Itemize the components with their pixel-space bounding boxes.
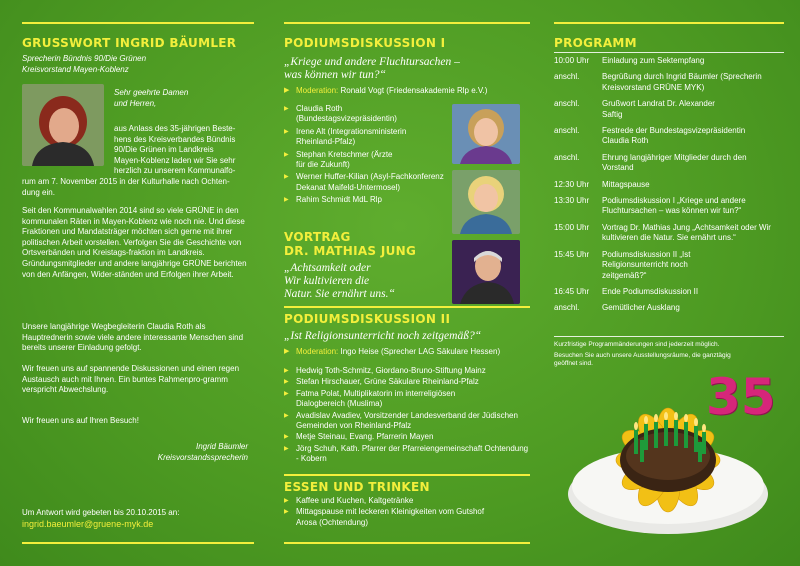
divider-rule xyxy=(284,474,530,476)
schedule-event: Podiumsdiskussion I „Kriege und andere Fluchtursachen – was können wir tun?“ xyxy=(602,196,746,216)
top-rule xyxy=(22,22,254,24)
vortrag-heading-line-2: DR. MATHIAS JUNG xyxy=(284,244,417,258)
sunflower-cake-illustration xyxy=(558,368,788,544)
schedule-event: Ehrung langjähriger Mitglieder durch den Vorstand xyxy=(602,152,747,173)
program-heading: PROGRAMM xyxy=(554,36,637,50)
podium-2-quote: „Ist Religionsunterricht noch zeitgemäß?“ xyxy=(284,330,482,342)
schedule-time: 16:45 Uhr xyxy=(554,286,590,296)
moderation-name: Ronald Vogt (Friedensakademie Rlp e.V.) xyxy=(340,86,488,95)
schedule-row xyxy=(554,250,784,281)
greeting-heading: GRUSSWORT INGRID BÄUMLER xyxy=(22,36,237,50)
paragraph-welcome: Wir freuen uns auf Ihren Besuch! xyxy=(22,416,139,425)
list-item: ▶ Kaffee und Kuchen, Kaltgetränke xyxy=(284,496,504,506)
program-note-1: Kurzfristige Programmänderungen sind jederzeit möglich. xyxy=(554,341,720,348)
podium-1-moderation xyxy=(284,86,487,97)
vortrag-heading-line-1: VORTRAG xyxy=(284,230,351,244)
list-item: ▶ Jörg Schuh, Kath. Pfarrer der Pfarreiengemeinschaft Ochtendung - Kobern xyxy=(284,444,530,465)
divider-rule xyxy=(284,306,530,308)
schedule-time: anschl. xyxy=(554,303,580,313)
salutation-line-1: Sehr geehrte Damen xyxy=(114,88,189,97)
rsvp-email-link[interactable]: ingrid.baeumler@gruene-myk.de xyxy=(22,519,154,529)
schedule-time: 13:30 Uhr xyxy=(554,196,590,206)
salutation-line-2: und Herren, xyxy=(114,99,157,108)
column-greeting xyxy=(0,0,262,566)
food-heading: ESSEN UND TRINKEN xyxy=(284,480,430,494)
column-schedule xyxy=(538,0,800,566)
schedule-time: 10:00 Uhr xyxy=(554,56,590,65)
schedule-time: 15:45 Uhr xyxy=(554,249,590,259)
column-program-details xyxy=(268,0,538,566)
program-schedule xyxy=(554,56,784,314)
greeting-subline-1: Sprecherin Bündnis 90/Die Grünen xyxy=(22,54,147,63)
schedule-row xyxy=(554,223,784,244)
list-item: ▶ Hedwig Toth-Schmitz, Giordano-Bruno-Stiftung Mainz xyxy=(284,366,530,376)
podium-2-moderation xyxy=(284,347,500,358)
intro-line: aus Anlass des 35-jährigen Beste- xyxy=(114,124,236,133)
food-list xyxy=(284,496,504,528)
schedule-time: 12:30 Uhr xyxy=(554,179,590,189)
list-item: ▶ Irene Alt (Integrationsministerin Rheinland-Pfalz) xyxy=(284,127,444,148)
schedule-time: 15:00 Uhr xyxy=(554,222,590,232)
schedule-event: Einladung zum Sektempfang xyxy=(602,56,705,65)
podium-1-panel-list xyxy=(284,104,444,206)
vortrag-quote-line-3: Natur. Sie ernährt uns.“ xyxy=(284,288,395,300)
list-item: ▶ Stephan Kretschmer (Ärzte für die Zukunft) xyxy=(284,150,444,171)
program-note-2: Besuchen Sie auch unsere Ausstellungsräume, die ganztägig geöffnet sind. xyxy=(554,352,731,368)
photo-irene-alt xyxy=(452,170,520,234)
moderation-label: Moderation: xyxy=(296,347,339,356)
schedule-event: Begrüßung durch Ingrid Bäumler (Sprecherin Kreisvorstand GRÜNE MYK) xyxy=(602,72,762,92)
schedule-row xyxy=(554,72,784,93)
schedule-row xyxy=(554,196,784,217)
program-footer-rule xyxy=(554,336,784,337)
podium-1-quote-line-1: „Kriege und andere Fluchtursachen – xyxy=(284,56,460,68)
portrait-ingrid-baeumler xyxy=(22,84,104,166)
paragraph-history: Seit den Kommunalwahlen 2014 sind so viele GRÜNE in den kommunalen Räten in Mayen-Koblenz wie noch nie. Und diese Fraktionen und Mandatsträger möchten sich gerne mit ihrer politischen Arbeit vorstellen. Verfolgen Sie die Geschichte von Ortsverbänden und Kreistags-fraktion im Landkreis. Gründungsmitglieder und andere langjährige GRÜNE berichten von den Anfängen, Wider-ständen und Erfolgen ihrer Arbeit. xyxy=(22,206,247,279)
list-item: ▶ Fatma Polat, Multiplikatorin im interreligiösen Dialogbereich (Muslima) xyxy=(284,389,530,410)
schedule-event: Gemütlicher Ausklang xyxy=(602,303,680,313)
intro-line: rum am 7. November 2015 in der Kulturhalle nach Ochten- xyxy=(22,177,230,186)
podium-1-quote-line-2: was können wir tun?“ xyxy=(284,69,386,81)
intro-line: Mayen-Koblenz laden wir Sie sehr xyxy=(114,155,236,165)
photo-mathias-jung xyxy=(452,240,520,304)
paragraph-claudia-roth: Unsere langjährige Wegbegleiterin Claudia Roth als Hauptrednerin sowie viele andere interessante Menschen sind bereits unserer Einladung gefolgt. xyxy=(22,322,244,353)
schedule-row xyxy=(554,180,784,190)
podium-2-heading: PODIUMSDISKUSSION II xyxy=(284,312,451,326)
intro-paragraph-right xyxy=(114,124,254,177)
intro-line: hens des Kreisverbandes Bündnis xyxy=(114,134,236,144)
rsvp-text: Um Antwort wird gebeten bis 20.10.2015 an: xyxy=(22,508,180,517)
photo-claudia-roth xyxy=(452,104,520,164)
schedule-row xyxy=(554,126,784,147)
schedule-row xyxy=(554,153,784,174)
list-item: ▶ Claudia Roth (Bundestagsvizepräsidentin) xyxy=(284,104,444,125)
list-item: ▶ Stefan Hirschauer, Grüne Säkulare Rheinland-Pfalz xyxy=(284,377,530,387)
vortrag-quote-line-1: „Achtsamkeit oder xyxy=(284,262,371,274)
schedule-event: Podiumsdiskussion II „Ist Religionsunterricht noch zeitgemäß?“ xyxy=(602,249,691,280)
schedule-event: Grußwort Landrat Dr. Alexander Saftig xyxy=(602,99,715,119)
greeting-subline-2: Kreisvorstand Mayen-Koblenz xyxy=(22,65,129,74)
bottom-rule xyxy=(284,542,530,544)
schedule-event: Vortrag Dr. Mathias Jung „Achtsamkeit oder Wir kultivieren die Natur. Sie ernährt uns.“ xyxy=(602,222,771,243)
list-item: ▶ Rahim Schmidt MdL Rlp xyxy=(284,195,444,205)
bullet-arrow-icon: ▶ xyxy=(284,87,290,94)
schedule-time: anschl. xyxy=(554,152,580,162)
moderation-name: Ingo Heise (Sprecher LAG Säkulare Hessen) xyxy=(340,347,501,356)
signature-title: Kreisvorstandssprecherin xyxy=(157,453,248,462)
signature-name: Ingrid Bäumler xyxy=(195,442,248,451)
top-rule xyxy=(554,22,784,24)
intro-line: herzlich zu unserem Kommunalfo- xyxy=(114,166,236,176)
intro-line: 90/Die Grünen im Landkreis xyxy=(114,145,214,155)
list-item: ▶ Metje Steinau, Evang. Pfarrerin Mayen xyxy=(284,432,530,442)
top-rule xyxy=(284,22,530,24)
schedule-event: Mittagspause xyxy=(602,179,650,189)
schedule-time: anschl. xyxy=(554,99,580,109)
podium-1-heading: PODIUMSDISKUSSION I xyxy=(284,36,446,50)
bullet-arrow-icon: ▶ xyxy=(284,348,290,355)
paragraph-discussions: Wir freuen uns auf spannende Diskussionen und einen regen Austausch auch mit Ihnen. Ein buntes Rahmenpro-gramm verspricht Abwechslung. xyxy=(22,364,240,395)
vortrag-quote-line-2: Wir kultivieren die xyxy=(284,275,370,287)
podium-2-panel-list xyxy=(284,366,530,465)
schedule-time: anschl. xyxy=(554,72,580,82)
schedule-row xyxy=(554,303,784,313)
schedule-event: Festrede der Bundestagsvizepräsidentin Claudia Roth xyxy=(602,126,746,146)
schedule-time: anschl. xyxy=(554,126,580,136)
schedule-row xyxy=(554,56,784,66)
intro-line: dung ein. xyxy=(22,187,55,197)
schedule-event: Ende Podiumsdiskussion II xyxy=(602,286,699,296)
intro-paragraph-tail xyxy=(22,177,258,198)
schedule-row xyxy=(554,99,784,120)
bottom-rule xyxy=(22,542,254,544)
list-item: ▶ Avadislav Avadiev, Vorsitzender Landesverband der Jüdischen Gemeinden von Rheinland-Pfalz xyxy=(284,411,530,432)
schedule-row xyxy=(554,287,784,297)
moderation-label: Moderation: xyxy=(296,86,339,95)
list-item: ▶ Werner Huffer-Kilian (Asyl-Fachkonferenz Dekanat Maifeld-Untermosel) xyxy=(284,172,444,193)
program-heading-rule xyxy=(554,52,784,53)
list-item: ▶ Mittagspause mit leckeren Kleinigkeiten vom Gutshof Arosa (Ochtendung) xyxy=(284,507,504,528)
anniversary-badge: 35 xyxy=(706,368,776,426)
